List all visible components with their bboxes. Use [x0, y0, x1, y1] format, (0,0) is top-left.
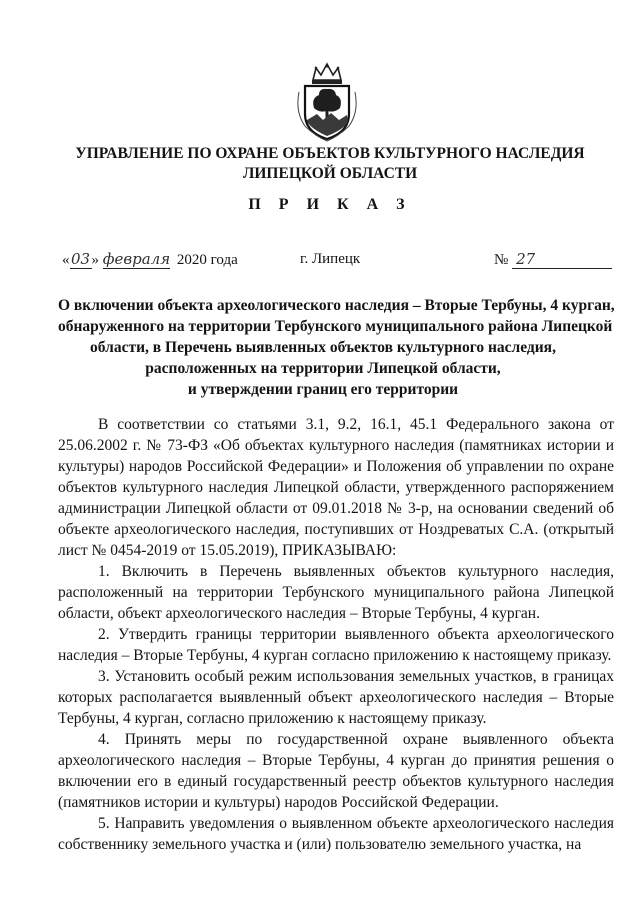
order-item-4: 4. Принять меры по государственной охране выявленного объекта археологического наследия – Вторые Тербуны, 4 курган до принятия решения о включении его в единый государственный реестр объектов культурного наследия (памятников истории и культуры) народов Российской Федерации. [58, 731, 614, 811]
document-city: г. Липецк [300, 251, 361, 267]
document-type: П Р И К А З [248, 196, 412, 213]
title-line: расположенных на территории Липецкой области, [145, 360, 501, 377]
number-sign: № [494, 252, 509, 268]
close-quote: » [91, 252, 99, 268]
document-body [58, 414, 614, 855]
date-month: февраля [102, 250, 171, 268]
date-day: 03 [70, 250, 91, 268]
document-number [494, 250, 612, 269]
organization-region: ЛИПЕЦКОЙ ОБЛАСТИ [242, 165, 418, 182]
order-item-1: 1. Включить в Перечень выявленных объектов культурного наследия, расположенный на территории Тербунского муниципального района Липецкой области, объект археологического наследия – Вторые Тербуны, 4 курган. [58, 563, 614, 622]
document-date [62, 250, 238, 269]
order-item-5: 5. Направить уведомления о выявленном объекте археологического наследия собственнику земельного участка и (или) пользователю земельного участка, на [58, 815, 614, 853]
title-line: обнаруженного на территории Тербунского муниципального района Липецкой [58, 318, 613, 335]
title-line: области, в Перечень выявленных объектов культурного наследия, [90, 339, 556, 356]
organization-name: УПРАВЛЕНИЕ ПО ОХРАНЕ ОБЪЕКТОВ КУЛЬТУРНОГО НАСЛЕДИЯ [75, 145, 585, 162]
lipetsk-coat-of-arms-icon [291, 62, 363, 142]
number-value: 27 [512, 250, 612, 269]
order-item-3: 3. Установить особый режим использования земельных участков, в границах которых располагается выявленный объект археологического наследия – Вторые Тербуны, 4 курган, согласно приложению к настоящему приказу. [58, 668, 614, 727]
date-year: 2020 года [176, 252, 238, 268]
title-line: О включении объекта археологического наследия – Вторые Тербуны, 4 курган, [58, 297, 615, 314]
title-line: и утверждении границ его территории [187, 381, 459, 398]
document-title [58, 295, 615, 400]
order-item-2: 2. Утвердить границы территории выявленного объекта археологического наследия – Вторые Тербуны, 4 курган согласно приложению к настоящему приказу. [58, 626, 614, 664]
preamble-paragraph: В соответствии со статьями 3.1, 9.2, 16.1, 45.1 Федерального закона от 25.06.2002 г. № 73-ФЗ «Об объектах культурного наследия (памятниках истории и культуры) народов Российской Федерации» и Положения об управлении по охране объектов культурного наследия Липецкой области, утвержденного распоряжением администрации Липецкой области от 09.01.2018 № 3-р, на основании сведений об объекте археологического наследия, поступивших от Ноздреватых С.А. (открытый лист № 0454-2019 от 15.05.2019), ПРИКАЗЫВАЮ: [58, 416, 614, 559]
open-quote: « [62, 252, 70, 268]
